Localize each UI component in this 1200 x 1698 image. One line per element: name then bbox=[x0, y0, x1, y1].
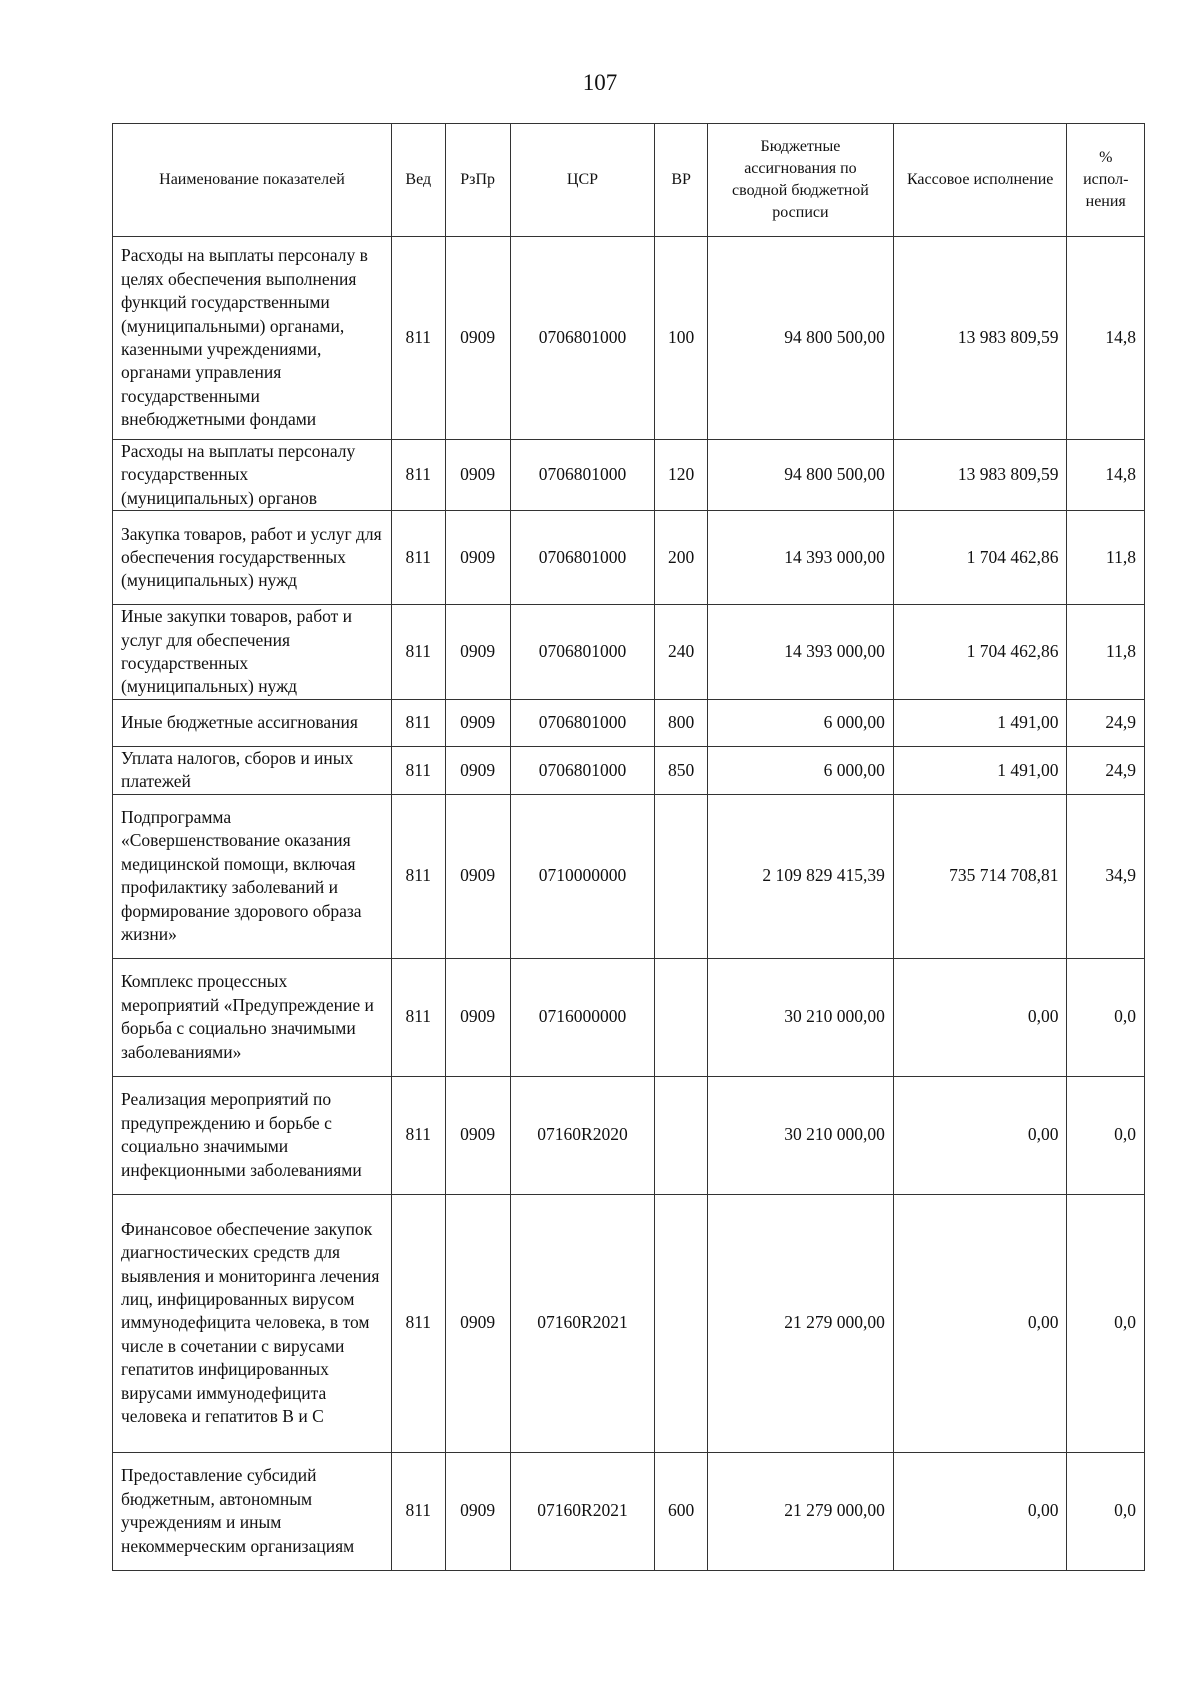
row-name: Закупка товаров, работ и услуг для обеспечения государственных (муниципальных) нужд bbox=[113, 511, 392, 605]
table-row bbox=[113, 699, 1145, 746]
row-pct: 34,9 bbox=[1067, 794, 1145, 958]
row-rzpr: 0909 bbox=[445, 1452, 510, 1570]
row-budget: 30 210 000,00 bbox=[707, 958, 893, 1076]
header-vr: ВР bbox=[655, 124, 708, 237]
header-row bbox=[113, 124, 1145, 237]
row-pct: 0,0 bbox=[1067, 1076, 1145, 1194]
row-rzpr: 0909 bbox=[445, 1076, 510, 1194]
header-cash: Кассовое исполнение bbox=[893, 124, 1067, 237]
row-budget: 14 393 000,00 bbox=[707, 605, 893, 700]
header-budget: Бюджетные ассигнования по сводной бюджетной росписи bbox=[707, 124, 893, 237]
row-ved: 811 bbox=[391, 958, 445, 1076]
row-budget: 30 210 000,00 bbox=[707, 1076, 893, 1194]
row-rzpr: 0909 bbox=[445, 237, 510, 440]
row-ved: 811 bbox=[391, 746, 445, 794]
row-budget: 14 393 000,00 bbox=[707, 511, 893, 605]
table-row bbox=[113, 794, 1145, 958]
header-ved: Вед bbox=[391, 124, 445, 237]
header-name: Наименование показателей bbox=[113, 124, 392, 237]
row-budget: 21 279 000,00 bbox=[707, 1452, 893, 1570]
row-csr: 0716000000 bbox=[510, 958, 655, 1076]
row-cash: 1 491,00 bbox=[893, 746, 1067, 794]
row-budget: 94 800 500,00 bbox=[707, 237, 893, 440]
table-row bbox=[113, 511, 1145, 605]
row-pct: 0,0 bbox=[1067, 1194, 1145, 1452]
table-row bbox=[113, 1194, 1145, 1452]
row-rzpr: 0909 bbox=[445, 746, 510, 794]
row-rzpr: 0909 bbox=[445, 605, 510, 700]
table-row bbox=[113, 440, 1145, 511]
row-rzpr: 0909 bbox=[445, 511, 510, 605]
row-csr: 0706801000 bbox=[510, 511, 655, 605]
header-pct: % испол-нения bbox=[1067, 124, 1145, 237]
row-csr: 07160R2021 bbox=[510, 1452, 655, 1570]
row-cash: 0,00 bbox=[893, 1076, 1067, 1194]
row-csr: 07160R2021 bbox=[510, 1194, 655, 1452]
header-csr: ЦСР bbox=[510, 124, 655, 237]
row-pct: 14,8 bbox=[1067, 440, 1145, 511]
row-rzpr: 0909 bbox=[445, 794, 510, 958]
row-vr: 600 bbox=[655, 1452, 708, 1570]
row-cash: 13 983 809,59 bbox=[893, 237, 1067, 440]
row-cash: 0,00 bbox=[893, 1194, 1067, 1452]
row-name: Расходы на выплаты персоналу в целях обеспечения выполнения функций государственными (муниципальными) органами, казенными учреждениями, органами управления государственными внебюджетными фондами bbox=[113, 237, 392, 440]
row-vr: 100 bbox=[655, 237, 708, 440]
row-csr: 0710000000 bbox=[510, 794, 655, 958]
row-vr bbox=[655, 1076, 708, 1194]
budget-execution-table bbox=[112, 123, 1145, 1571]
row-csr: 07160R2020 bbox=[510, 1076, 655, 1194]
row-name: Расходы на выплаты персоналу государственных (муниципальных) органов bbox=[113, 440, 392, 511]
row-cash: 1 704 462,86 bbox=[893, 605, 1067, 700]
row-pct: 11,8 bbox=[1067, 511, 1145, 605]
row-name: Иные закупки товаров, работ и услуг для обеспечения государственных (муниципальных) нужд bbox=[113, 605, 392, 700]
row-ved: 811 bbox=[391, 511, 445, 605]
table-row bbox=[113, 1076, 1145, 1194]
row-budget: 21 279 000,00 bbox=[707, 1194, 893, 1452]
row-cash: 1 491,00 bbox=[893, 699, 1067, 746]
row-cash: 0,00 bbox=[893, 1452, 1067, 1570]
row-pct: 24,9 bbox=[1067, 746, 1145, 794]
row-vr: 850 bbox=[655, 746, 708, 794]
row-name: Иные бюджетные ассигнования bbox=[113, 699, 392, 746]
row-ved: 811 bbox=[391, 440, 445, 511]
row-rzpr: 0909 bbox=[445, 1194, 510, 1452]
row-pct: 14,8 bbox=[1067, 237, 1145, 440]
row-name: Уплата налогов, сборов и иных платежей bbox=[113, 746, 392, 794]
row-vr: 120 bbox=[655, 440, 708, 511]
row-vr: 200 bbox=[655, 511, 708, 605]
row-name: Предоставление субсидий бюджетным, автономным учреждениям и иным некоммерческим организациям bbox=[113, 1452, 392, 1570]
row-pct: 0,0 bbox=[1067, 1452, 1145, 1570]
row-budget: 2 109 829 415,39 bbox=[707, 794, 893, 958]
row-name: Реализация мероприятий по предупреждению и борьбе с социально значимыми инфекционными заболеваниями bbox=[113, 1076, 392, 1194]
table-row bbox=[113, 958, 1145, 1076]
row-name: Финансовое обеспечение закупок диагностических средств для выявления и мониторинга лечения лиц, инфицированных вирусом иммунодефицита человека, в том числе в сочетании с вирусами гепатитов инфицированных вирусами иммунодефицита человека и гепатитов В и С bbox=[113, 1194, 392, 1452]
row-name: Комплекс процессных мероприятий «Предупреждение и борьба с социально значимыми заболеваниями» bbox=[113, 958, 392, 1076]
row-cash: 13 983 809,59 bbox=[893, 440, 1067, 511]
row-rzpr: 0909 bbox=[445, 699, 510, 746]
row-ved: 811 bbox=[391, 699, 445, 746]
row-pct: 11,8 bbox=[1067, 605, 1145, 700]
row-csr: 0706801000 bbox=[510, 440, 655, 511]
header-rzpr: РзПр bbox=[445, 124, 510, 237]
row-cash: 1 704 462,86 bbox=[893, 511, 1067, 605]
table-row bbox=[113, 237, 1145, 440]
row-pct: 24,9 bbox=[1067, 699, 1145, 746]
row-ved: 811 bbox=[391, 1452, 445, 1570]
row-rzpr: 0909 bbox=[445, 958, 510, 1076]
row-csr: 0706801000 bbox=[510, 605, 655, 700]
page-number: 107 bbox=[582, 70, 618, 95]
row-csr: 0706801000 bbox=[510, 746, 655, 794]
row-cash: 735 714 708,81 bbox=[893, 794, 1067, 958]
row-csr: 0706801000 bbox=[510, 237, 655, 440]
row-budget: 94 800 500,00 bbox=[707, 440, 893, 511]
row-ved: 811 bbox=[391, 237, 445, 440]
row-pct: 0,0 bbox=[1067, 958, 1145, 1076]
table-row bbox=[113, 746, 1145, 794]
row-csr: 0706801000 bbox=[510, 699, 655, 746]
row-budget: 6 000,00 bbox=[707, 746, 893, 794]
row-vr bbox=[655, 1194, 708, 1452]
row-ved: 811 bbox=[391, 1194, 445, 1452]
row-rzpr: 0909 bbox=[445, 440, 510, 511]
row-cash: 0,00 bbox=[893, 958, 1067, 1076]
row-ved: 811 bbox=[391, 794, 445, 958]
row-vr: 800 bbox=[655, 699, 708, 746]
row-budget: 6 000,00 bbox=[707, 699, 893, 746]
row-vr bbox=[655, 794, 708, 958]
table-row bbox=[113, 605, 1145, 700]
row-ved: 811 bbox=[391, 605, 445, 700]
table-row bbox=[113, 1452, 1145, 1570]
row-name: Подпрограмма «Совершенствование оказания медицинской помощи, включая профилактику заболеваний и формирование здорового образа жизни» bbox=[113, 794, 392, 958]
row-vr bbox=[655, 958, 708, 1076]
row-vr: 240 bbox=[655, 605, 708, 700]
row-ved: 811 bbox=[391, 1076, 445, 1194]
